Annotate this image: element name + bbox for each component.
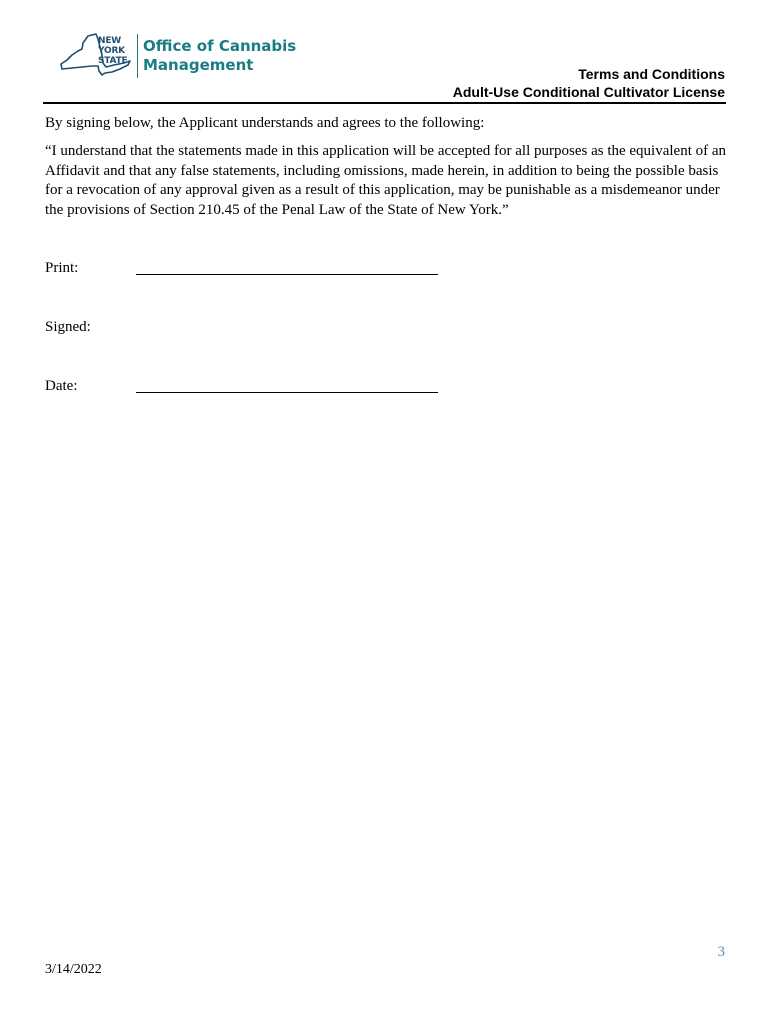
document-title: Terms and Conditions	[578, 66, 725, 82]
date-signature-line[interactable]	[136, 392, 438, 393]
nys-ocm-logo	[58, 33, 298, 81]
print-signature-line[interactable]	[136, 274, 438, 275]
document-subtitle: Adult-Use Conditional Cultivator License	[452, 84, 725, 100]
new-york-state-wordmark: NEW YORK STATE	[98, 36, 128, 66]
footer-date: 3/14/2022	[45, 962, 102, 977]
document-header	[453, 65, 725, 101]
signature-field[interactable]	[45, 318, 445, 340]
header-rule	[43, 102, 726, 104]
signed-label: Signed:	[45, 319, 91, 335]
office-name: Office of Cannabis Management	[143, 37, 297, 74]
intro-paragraph: By signing below, the Applicant understands and agrees to the following:	[45, 115, 485, 131]
date-field[interactable]	[45, 377, 445, 399]
print-name-field[interactable]	[45, 259, 445, 281]
date-label: Date:	[45, 378, 78, 394]
logo-divider	[137, 34, 138, 78]
print-label: Print:	[45, 260, 79, 276]
affidavit-statement: “I understand that the statements made in this application will be accepted for all purposes as the equivalent of an Affidavit and that any false statements, including omissions, made herein, in addition to being the possible basis for a revocation of any approval given as a result of this application, may be punishable as a misdemeanor under the provisions of Section 210.45 of the Penal Law of the State of New York.”	[45, 143, 727, 218]
page-number: 3	[717, 944, 725, 960]
